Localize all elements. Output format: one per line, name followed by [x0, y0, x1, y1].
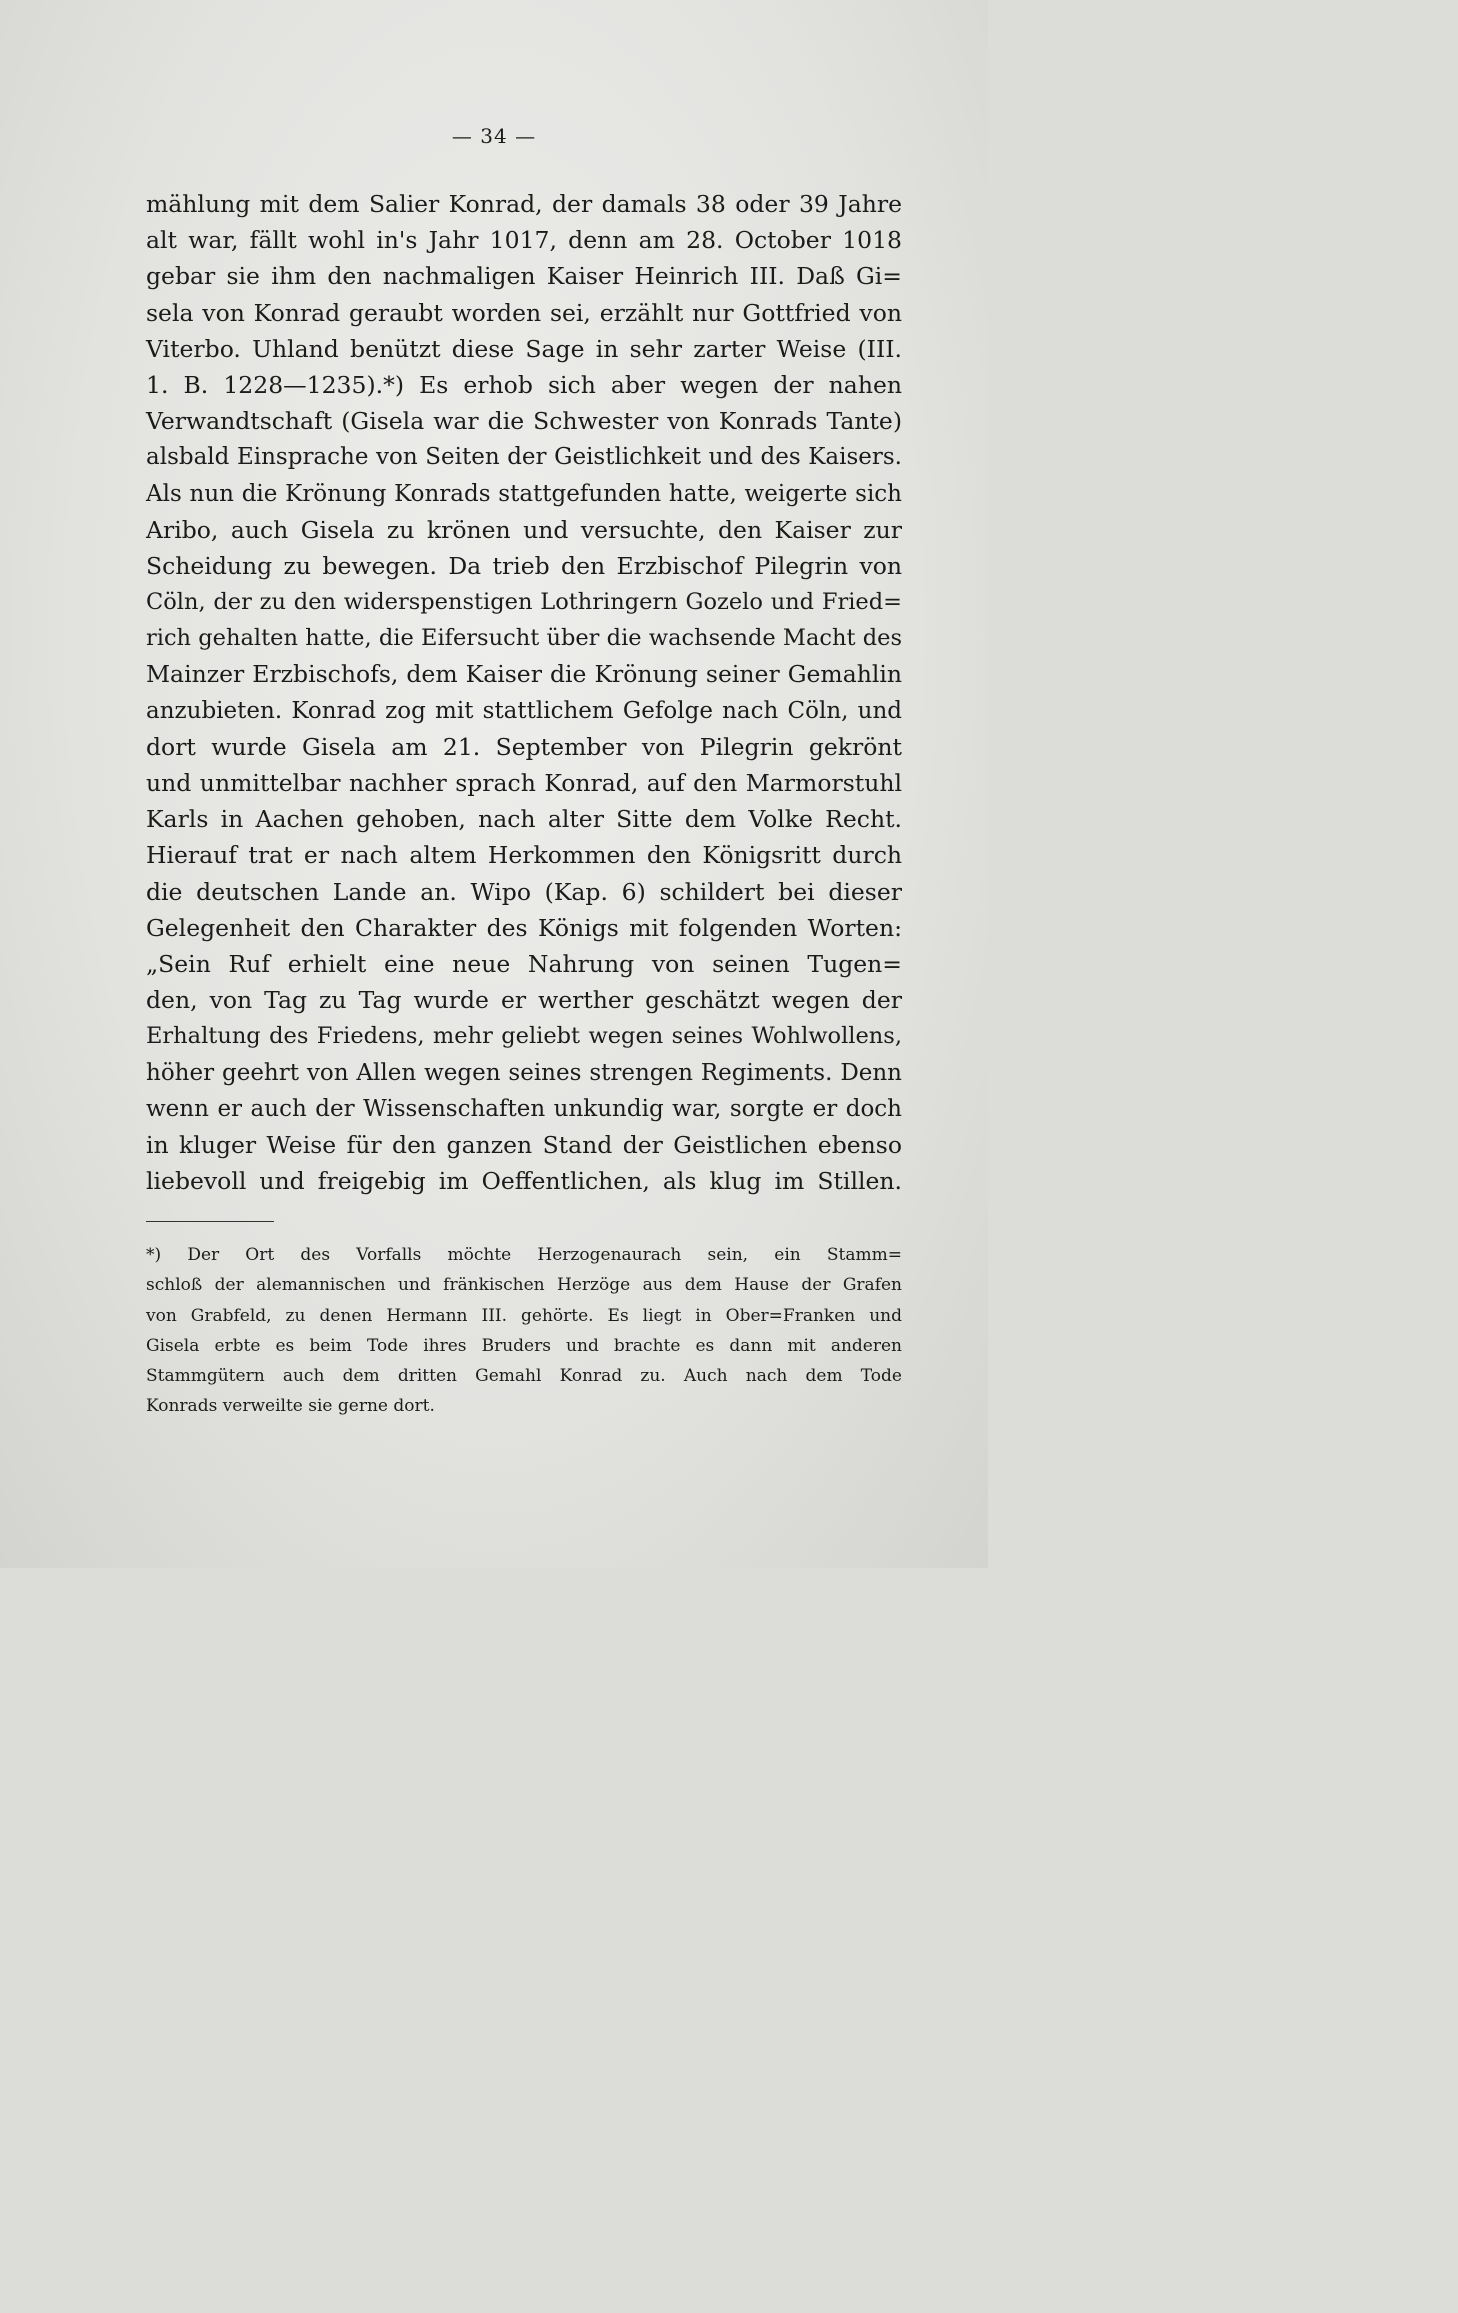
- footnote-line: *) Der Ort des Vorfalls möchte Herzogenaurach sein, ein Stamm=: [146, 1245, 902, 1265]
- footnote-line: Konrads verweilte sie gerne dort.: [146, 1396, 435, 1417]
- text-line: Hierauf trat er nach altem Herkommen den Königsritt durch: [146, 841, 902, 870]
- text-line: sela von Konrad geraubt worden sei, erzählt nur Gottfried von: [146, 298, 902, 327]
- book-page: [0, 0, 988, 1568]
- text-line: und unmittelbar nachher sprach Konrad, auf den Marmorstuhl: [146, 769, 902, 797]
- text-line: die deutschen Lande an. Wipo (Kap. 6) schildert bei dieser: [146, 877, 902, 906]
- text-line: höher geehrt von Allen wegen seines strengen Regiments. Denn: [146, 1059, 902, 1086]
- text-line: Als nun die Krönung Konrads stattgefunden hatte, weigerte sich: [146, 480, 902, 507]
- text-line: den, von Tag zu Tag wurde er werther geschätzt wegen der: [146, 986, 902, 1015]
- footnote-line: schloß der alemannischen und fränkischen Herzöge aus dem Hause der Grafen: [146, 1275, 902, 1296]
- text-line: rich gehalten hatte, die Eifersucht über die wachsende Macht des: [146, 625, 902, 652]
- text-line: mählung mit dem Salier Konrad, der damals 38 oder 39 Jahre: [146, 190, 902, 218]
- text-line: alt war, fällt wohl in's Jahr 1017, denn am 28. October 1018: [146, 226, 902, 255]
- text-line: Verwandtschaft (Gisela war die Schwester von Konrads Tante): [146, 407, 902, 436]
- text-line: anzubieten. Konrad zog mit stattlichem Gefolge nach Cöln, und: [146, 697, 902, 724]
- text-line: Viterbo. Uhland benützt diese Sage in sehr zarter Weise (III.: [146, 334, 902, 363]
- text-line: wenn er auch der Wissenschaften unkundig war, sorgte er doch: [146, 1095, 902, 1122]
- footnote-separator: [146, 1221, 274, 1222]
- footnote-line: Gisela erbte es beim Tode ihres Bruders und brachte es dann mit anderen: [146, 1335, 902, 1356]
- text-line: gebar sie ihm den nachmaligen Kaiser Heinrich III. Daß Gi=: [146, 262, 902, 291]
- text-line: Cöln, der zu den widerspenstigen Lothringern Gozelo und Fried=: [146, 589, 902, 616]
- footnote-line: von Grabfeld, zu denen Hermann III. gehörte. Es liegt in Ober=Franken und: [146, 1305, 902, 1326]
- text-line: in kluger Weise für den ganzen Stand der Geistlichen ebenso: [146, 1130, 902, 1159]
- page-number: — 34 —: [451, 124, 537, 148]
- main-text-block: [146, 186, 902, 1199]
- text-line: Gelegenheit den Charakter des Königs mit folgenden Worten:: [146, 913, 902, 942]
- text-line: Mainzer Erzbischofs, dem Kaiser die Krönung seiner Gemahlin: [146, 660, 902, 689]
- text-line: liebevoll und freigebig im Oeffentlichen, als klug im Stillen.: [146, 1167, 902, 1196]
- text-line: Erhaltung des Friedens, mehr geliebt wegen seines Wohlwollens,: [146, 1023, 902, 1050]
- text-line: Scheidung zu bewegen. Da trieb den Erzbischof Pilegrin von: [146, 551, 902, 580]
- text-line: alsbald Einsprache von Seiten der Geistlichkeit und des Kaisers.: [146, 444, 902, 471]
- text-line: Karls in Aachen gehoben, nach alter Sitte dem Volke Recht.: [146, 805, 902, 834]
- text-line: Aribo, auch Gisela zu krönen und versuchte, den Kaiser zur: [146, 515, 902, 544]
- text-line: dort wurde Gisela am 21. September von Pilegrin gekrönt: [146, 732, 902, 761]
- text-line: „Sein Ruf erhielt eine neue Nahrung von seinen Tugen=: [146, 949, 902, 978]
- text-line: 1. B. 1228—1235).*) Es erhob sich aber wegen der nahen: [146, 370, 902, 399]
- footnote-block: [146, 1240, 902, 1422]
- footnote-line: Stammgütern auch dem dritten Gemahl Konrad zu. Auch nach dem Tode: [146, 1366, 902, 1387]
